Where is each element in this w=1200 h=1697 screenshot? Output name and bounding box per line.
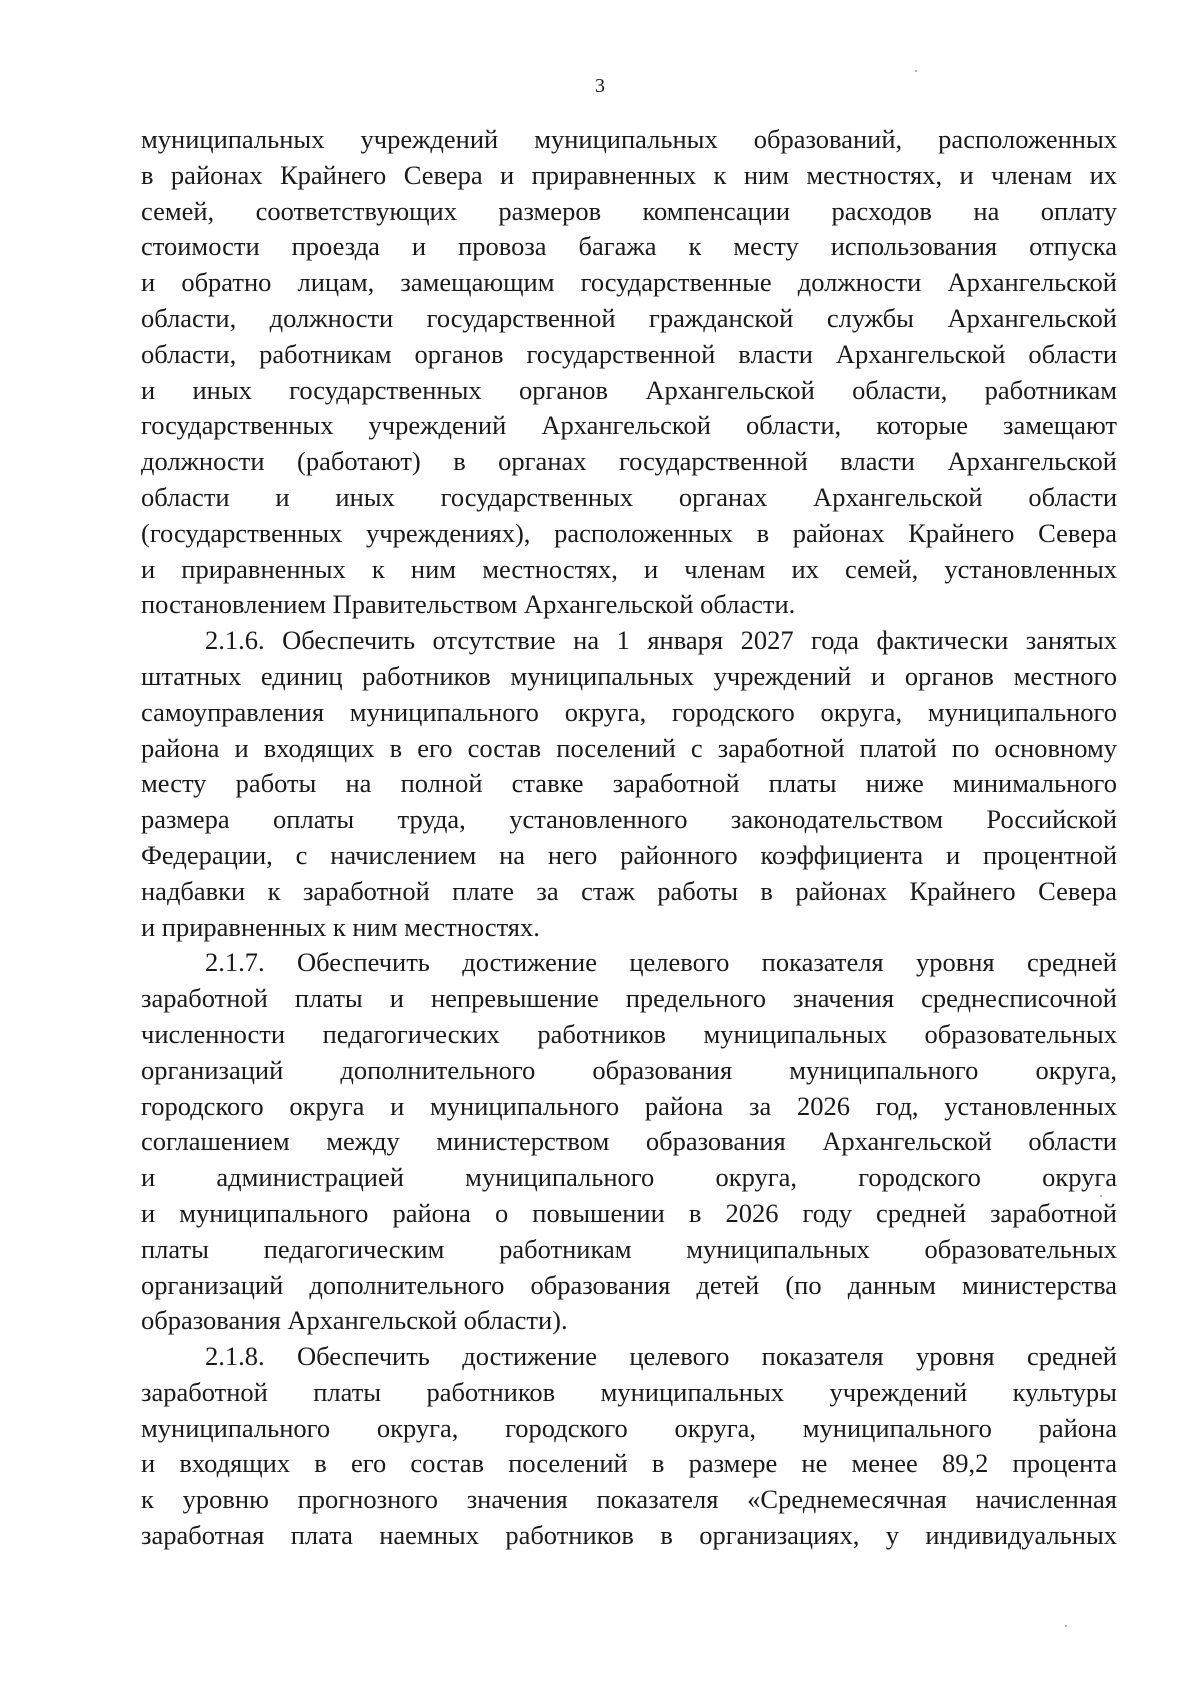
text-line: месту работы на полной ставке заработной платы ниже минимального xyxy=(141,768,1117,799)
text-line: Федерации, с начислением на него районного коэффициента и процентной xyxy=(141,839,1117,870)
text-line: платы педагогическим работникам муниципальных образовательных xyxy=(141,1233,1117,1264)
text-line: надбавки к заработной плате за стаж работы в районах Крайнего Севера xyxy=(141,875,1117,906)
scan-speck xyxy=(915,70,917,72)
text-line: соглашением между министерством образования Архангельской области xyxy=(141,1126,1117,1157)
text-line: заработной платы и непревышение предельного значения среднесписочной xyxy=(141,983,1117,1014)
text-line: городского округа и муниципального района за 2026 год, установленных xyxy=(141,1090,1117,1121)
text-line: 2.1.6. Обеспечить отсутствие на 1 января 2027 года фактически занятых xyxy=(205,625,1117,656)
text-line: образования Архангельской области). xyxy=(141,1305,568,1336)
paragraph xyxy=(141,623,1117,945)
text-line: заработная плата наемных работников в организациях, у индивидуальных xyxy=(141,1520,1117,1551)
text-line: размера оплаты труда, установленного законодательством Российской xyxy=(141,804,1117,835)
text-line: и администрацией муниципального округа, городского округа xyxy=(141,1162,1117,1193)
text-line: численности педагогических работников муниципальных образовательных xyxy=(141,1018,1117,1049)
text-line: постановлением Правительством Архангельской области. xyxy=(141,589,796,620)
text-line: государственных учреждений Архангельской области, которые замещают xyxy=(141,410,1117,441)
paragraph xyxy=(141,122,1117,623)
text-line: и обратно лицам, замещающим государственные должности Архангельской xyxy=(141,267,1117,298)
text-line: и муниципального района о повышении в 2026 году средней заработной xyxy=(141,1197,1117,1228)
scan-speck xyxy=(1100,1195,1102,1197)
text-line: муниципального округа, городского округа, муниципального района xyxy=(141,1412,1117,1443)
text-line: 2.1.8. Обеспечить достижение целевого показателя уровня средней xyxy=(205,1341,1117,1372)
text-line: в районах Крайнего Севера и приравненных к ним местностях, и членам их xyxy=(141,159,1117,190)
text-line: (государственных учреждениях), расположенных в районах Крайнего Севера xyxy=(141,517,1117,548)
text-line: самоуправления муниципального округа, городского округа, муниципального xyxy=(141,696,1117,727)
scan-speck xyxy=(1065,1625,1067,1627)
document-body xyxy=(141,122,1117,1554)
text-line: и иных государственных органов Архангельской области, работникам xyxy=(141,374,1117,405)
text-line: района и входящих в его состав поселений с заработной платой по основному xyxy=(141,732,1117,763)
paragraph xyxy=(141,945,1117,1339)
text-line: заработной платы работников муниципальных учреждений культуры xyxy=(141,1376,1117,1407)
text-line: и входящих в его состав поселений в размере не менее 89,2 процента xyxy=(141,1448,1117,1479)
text-line: стоимости проезда и провоза багажа к месту использования отпуска xyxy=(141,231,1117,262)
text-line: области, работникам органов государственной власти Архангельской области xyxy=(141,338,1117,369)
text-line: организаций дополнительного образования муниципального округа, xyxy=(141,1054,1117,1085)
paragraph xyxy=(141,1339,1117,1554)
text-line: муниципальных учреждений муниципальных образований, расположенных xyxy=(141,124,1117,154)
text-line: 2.1.7. Обеспечить достижение целевого показателя уровня средней xyxy=(205,947,1117,978)
text-line: штатных единиц работников муниципальных учреждений и органов местного xyxy=(141,660,1117,691)
text-line: к уровню прогнозного значения показателя «Среднемесячная начисленная xyxy=(141,1484,1117,1515)
text-line: организаций дополнительного образования детей (по данным министерства xyxy=(141,1269,1117,1300)
page-number: 3 xyxy=(595,75,605,97)
text-line: области, должности государственной гражданской службы Архангельской xyxy=(141,302,1117,333)
text-line: должности (работают) в органах государственной власти Архангельской xyxy=(141,446,1117,477)
text-line: и приравненных к ним местностях. xyxy=(141,911,540,942)
text-line: семей, соответствующих размеров компенсации расходов на оплату xyxy=(141,195,1117,226)
text-line: и приравненных к ним местностях, и членам их семей, установленных xyxy=(141,553,1117,584)
text-line: области и иных государственных органах Архангельской области xyxy=(141,481,1117,512)
